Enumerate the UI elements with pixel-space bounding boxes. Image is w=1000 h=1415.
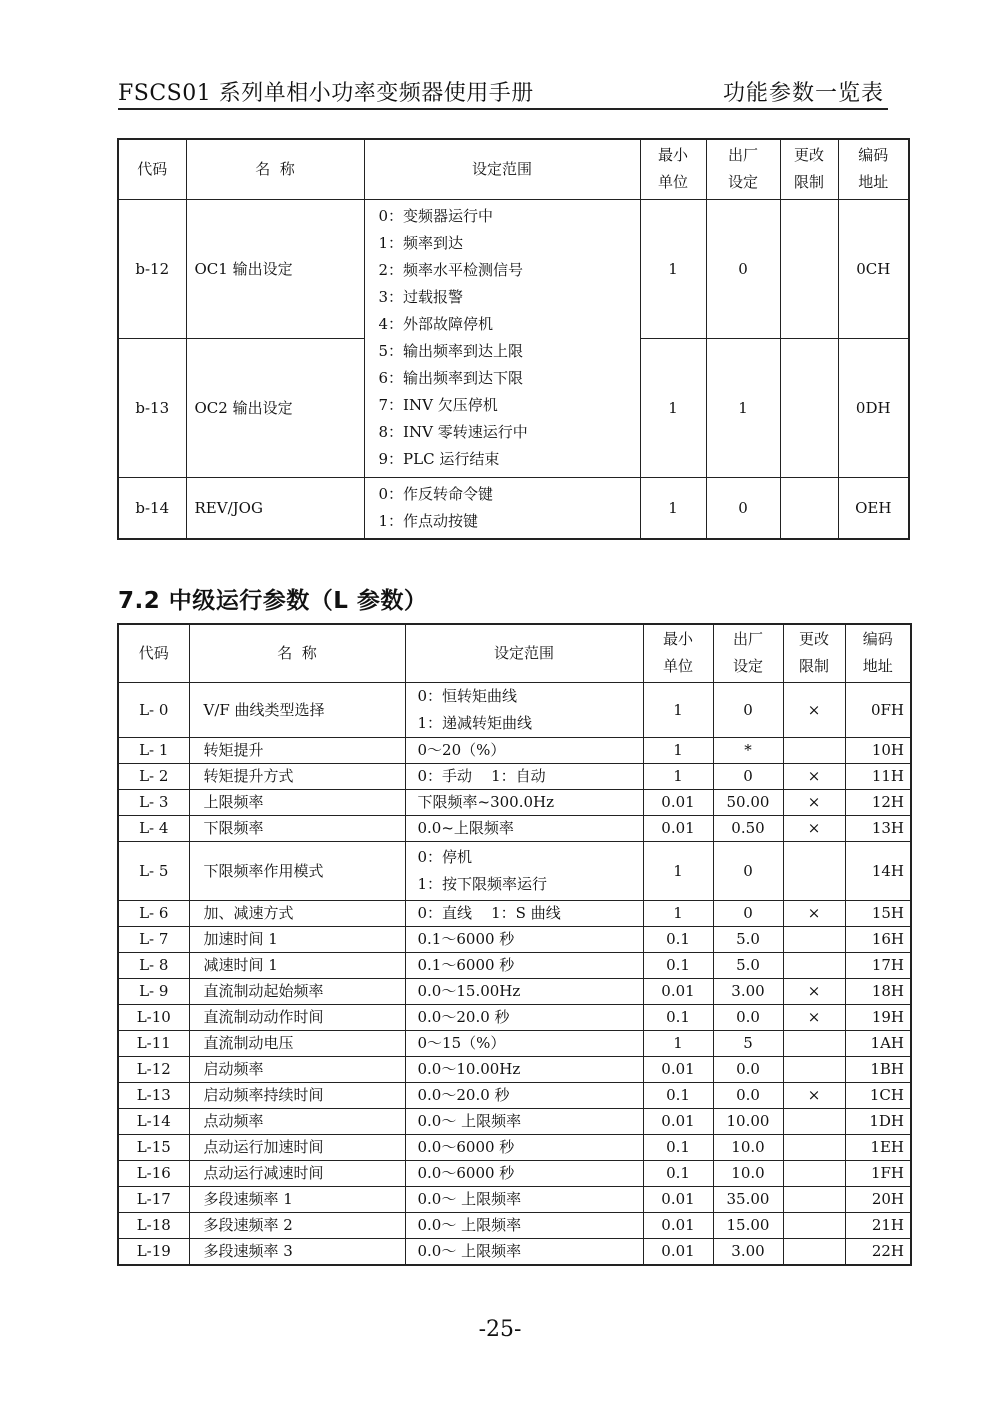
col-modify: 更改 限制 [780, 139, 838, 199]
param-range: 0.0～20.0 秒 [405, 1082, 643, 1108]
param-modify: × [783, 682, 845, 737]
param-code: L- 2 [118, 763, 189, 789]
table-row [118, 900, 911, 926]
param-unit: 1 [643, 763, 713, 789]
param-default: 0 [713, 763, 783, 789]
param-default: 50.00 [713, 789, 783, 815]
param-address: 19H [845, 1004, 911, 1030]
param-modify: × [783, 789, 845, 815]
param-modify [780, 199, 838, 338]
param-unit: 1 [643, 841, 713, 900]
table-header-row [118, 139, 909, 199]
col-modify: 更改 限制 [783, 624, 845, 682]
table-row [118, 1134, 911, 1160]
col-range: 设定范围 [405, 624, 643, 682]
param-code: L-16 [118, 1160, 189, 1186]
param-default: 0 [713, 682, 783, 737]
param-default: 5.0 [713, 926, 783, 952]
param-default: 10.0 [713, 1134, 783, 1160]
param-address: 12H [845, 789, 911, 815]
param-name: 减速时间 1 [189, 952, 405, 978]
param-address: 20H [845, 1186, 911, 1212]
param-address: 13H [845, 815, 911, 841]
param-modify [783, 841, 845, 900]
param-code: L- 8 [118, 952, 189, 978]
param-code: L- 4 [118, 815, 189, 841]
param-code: L-14 [118, 1108, 189, 1134]
param-modify [780, 338, 838, 477]
param-code: L- 9 [118, 978, 189, 1004]
range-option: 2：频率水平检测信号 [378, 261, 524, 279]
param-address: 17H [845, 952, 911, 978]
table-row [118, 1212, 911, 1238]
param-name: 多段速频率 3 [189, 1238, 405, 1265]
manual-title: FSCS01 系列单相小功率变频器使用手册 [118, 81, 534, 106]
param-default: 0 [706, 477, 780, 539]
param-default: 0.0 [713, 1082, 783, 1108]
param-range [364, 199, 640, 477]
param-unit: 0.01 [643, 1108, 713, 1134]
param-range: 0.0～20.0 秒 [405, 1004, 643, 1030]
param-modify: × [783, 1082, 845, 1108]
param-range: 0.0～10.00Hz [405, 1056, 643, 1082]
param-address: 11H [845, 763, 911, 789]
param-default: 3.00 [713, 978, 783, 1004]
param-range: 0.0～15.00Hz [405, 978, 643, 1004]
param-default: 1 [706, 338, 780, 477]
l-parameter-table [117, 623, 912, 1266]
table-row [118, 1186, 911, 1212]
col-default: 出厂 设定 [706, 139, 780, 199]
param-default: 0 [713, 841, 783, 900]
param-modify: × [783, 1004, 845, 1030]
param-code: L-19 [118, 1238, 189, 1265]
param-code: L- 7 [118, 926, 189, 952]
param-code: L- 5 [118, 841, 189, 900]
param-address: 1DH [845, 1108, 911, 1134]
param-range: 0.0～ 上限频率 [405, 1212, 643, 1238]
range-option: 0：作反转命令键 [378, 484, 494, 503]
param-default: 5.0 [713, 952, 783, 978]
param-modify [783, 1238, 845, 1265]
param-default: 0.50 [713, 815, 783, 841]
col-range: 设定范围 [364, 139, 640, 199]
param-address: 21H [845, 1212, 911, 1238]
param-code: L- 6 [118, 900, 189, 926]
param-unit: 0.01 [643, 978, 713, 1004]
param-unit: 1 [640, 199, 706, 338]
param-unit: 0.1 [643, 926, 713, 952]
param-unit: 1 [640, 338, 706, 477]
param-code: L- 0 [118, 682, 189, 737]
table-row [118, 682, 911, 737]
table-row [118, 1030, 911, 1056]
col-unit: 最小 单位 [640, 139, 706, 199]
param-range: 0：手动 1：自动 [405, 763, 643, 789]
param-name: OC2 输出设定 [186, 338, 364, 477]
param-code: L-17 [118, 1186, 189, 1212]
param-default: 0.0 [713, 1056, 783, 1082]
param-code: L- 1 [118, 737, 189, 763]
param-range: 0～20（%） [405, 737, 643, 763]
param-code: b-12 [118, 199, 186, 338]
param-range: 0.0～ 上限频率 [405, 1108, 643, 1134]
table-row [118, 763, 911, 789]
param-address: 1FH [845, 1160, 911, 1186]
param-name: 加、减速方式 [189, 900, 405, 926]
range-option: 1：频率到达 [378, 234, 464, 252]
table-row [118, 1238, 911, 1265]
param-range: 0.0～ 上限频率 [405, 1238, 643, 1265]
param-modify [783, 1030, 845, 1056]
param-address: 1EH [845, 1134, 911, 1160]
range-option: 7：INV 欠压停机 [378, 396, 498, 414]
param-address: 0CH [838, 199, 909, 338]
param-code: L-18 [118, 1212, 189, 1238]
param-unit: 1 [643, 682, 713, 737]
param-name: OC1 输出设定 [186, 199, 364, 338]
range-option: 4：外部故障停机 [378, 315, 494, 333]
table-row [118, 1082, 911, 1108]
col-address: 编码 地址 [845, 624, 911, 682]
param-address: 15H [845, 900, 911, 926]
param-modify: × [783, 815, 845, 841]
range-option: 1：按下限频率运行 [417, 874, 548, 893]
param-unit: 0.1 [643, 1134, 713, 1160]
table-header-row [118, 624, 911, 682]
table-row [118, 789, 911, 815]
param-unit: 1 [643, 1030, 713, 1056]
table-row [118, 952, 911, 978]
param-range: 0.1～6000 秒 [405, 952, 643, 978]
param-modify [783, 1108, 845, 1134]
range-option: 8：INV 零转速运行中 [378, 423, 528, 441]
page-header [118, 72, 888, 110]
param-address: 1AH [845, 1030, 911, 1056]
param-default: 3.00 [713, 1238, 783, 1265]
param-name: 下限频率作用模式 [189, 841, 405, 900]
param-address: 0DH [838, 338, 909, 477]
param-modify [783, 926, 845, 952]
table-row [118, 926, 911, 952]
param-code: L-10 [118, 1004, 189, 1030]
col-name: 名 称 [186, 139, 364, 199]
param-range: 0.0～6000 秒 [405, 1160, 643, 1186]
param-address: 18H [845, 978, 911, 1004]
param-address: 0FH [845, 682, 911, 737]
param-address: 22H [845, 1238, 911, 1265]
param-modify [783, 737, 845, 763]
param-name: 点动频率 [189, 1108, 405, 1134]
table-row [118, 978, 911, 1004]
param-range: 0.0～ 上限频率 [405, 1186, 643, 1212]
param-unit: 1 [643, 737, 713, 763]
param-code: L-13 [118, 1082, 189, 1108]
table-row [118, 815, 911, 841]
param-unit: 0.01 [643, 815, 713, 841]
param-modify: × [783, 900, 845, 926]
table-row [118, 1108, 911, 1134]
table-row [118, 841, 911, 900]
param-name: 直流制动动作时间 [189, 1004, 405, 1030]
param-name: REV/JOG [186, 477, 364, 539]
param-range: 0.0～6000 秒 [405, 1134, 643, 1160]
range-option: 1：递减转矩曲线 [417, 713, 533, 732]
param-default: 5 [713, 1030, 783, 1056]
param-range: 0.0~上限频率 [405, 815, 643, 841]
b-parameter-table [117, 138, 910, 540]
range-option: 6：输出频率到达下限 [378, 369, 524, 387]
param-name: 转矩提升 [189, 737, 405, 763]
range-option: 5：输出频率到达上限 [378, 342, 524, 360]
param-unit: 0.1 [643, 1160, 713, 1186]
param-name: 启动频率持续时间 [189, 1082, 405, 1108]
param-name: 直流制动起始频率 [189, 978, 405, 1004]
param-name: 转矩提升方式 [189, 763, 405, 789]
param-modify [783, 1134, 845, 1160]
param-range [364, 477, 640, 539]
param-modify: × [783, 978, 845, 1004]
param-name: 上限频率 [189, 789, 405, 815]
param-modify [783, 1186, 845, 1212]
range-option: 3：过载报警 [378, 288, 464, 306]
param-modify [780, 477, 838, 539]
param-default: 10.00 [713, 1108, 783, 1134]
param-name: 多段速频率 2 [189, 1212, 405, 1238]
param-name: 点动运行减速时间 [189, 1160, 405, 1186]
param-address: 1CH [845, 1082, 911, 1108]
param-default: 0 [713, 900, 783, 926]
param-modify [783, 1056, 845, 1082]
param-address: 10H [845, 737, 911, 763]
col-name: 名 称 [189, 624, 405, 682]
param-code: L- 3 [118, 789, 189, 815]
param-default: 15.00 [713, 1212, 783, 1238]
param-modify: × [783, 763, 845, 789]
table-row [118, 1160, 911, 1186]
param-unit: 0.01 [643, 1238, 713, 1265]
param-name: V/F 曲线类型选择 [189, 682, 405, 737]
param-name: 直流制动电压 [189, 1030, 405, 1056]
param-modify [783, 1160, 845, 1186]
param-name: 加速时间 1 [189, 926, 405, 952]
param-code: L-15 [118, 1134, 189, 1160]
col-default: 出厂 设定 [713, 624, 783, 682]
param-unit: 1 [643, 900, 713, 926]
param-default: 0.0 [713, 1004, 783, 1030]
param-range: 0：直线 1：S 曲线 [405, 900, 643, 926]
param-unit: 0.01 [643, 1056, 713, 1082]
table-row [118, 737, 911, 763]
param-code: L-12 [118, 1056, 189, 1082]
col-code: 代码 [118, 624, 189, 682]
param-unit: 0.1 [643, 1082, 713, 1108]
param-unit: 0.01 [643, 1186, 713, 1212]
param-range [405, 841, 643, 900]
param-address: 1BH [845, 1056, 911, 1082]
chapter-title: 功能参数一览表 [722, 81, 884, 106]
param-unit: 0.1 [643, 952, 713, 978]
range-option: 0：停机 [417, 847, 473, 866]
param-range: 0～15（%） [405, 1030, 643, 1056]
param-name: 启动频率 [189, 1056, 405, 1082]
table-row [118, 477, 909, 539]
param-code: b-13 [118, 338, 186, 477]
col-code: 代码 [118, 139, 186, 199]
param-range [405, 682, 643, 737]
param-address: OEH [838, 477, 909, 539]
param-unit: 0.1 [643, 1004, 713, 1030]
param-default: 35.00 [713, 1186, 783, 1212]
table-row [118, 199, 909, 338]
param-name: 下限频率 [189, 815, 405, 841]
param-address: 16H [845, 926, 911, 952]
range-option: 1：作点动按键 [378, 511, 479, 530]
param-modify [783, 952, 845, 978]
section-title: 7.2 中级运行参数（L 参数） [118, 588, 428, 614]
param-unit: 1 [640, 477, 706, 539]
param-unit: 0.01 [643, 789, 713, 815]
param-name: 点动运行加速时间 [189, 1134, 405, 1160]
param-unit: 0.01 [643, 1212, 713, 1238]
param-default: * [713, 737, 783, 763]
col-address: 编码 地址 [838, 139, 909, 199]
param-default: 0 [706, 199, 780, 338]
range-option: 0：恒转矩曲线 [417, 686, 518, 705]
param-range: 下限频率~300.0Hz [405, 789, 643, 815]
range-option: 9：PLC 运行结束 [378, 450, 500, 468]
table-row [118, 1004, 911, 1030]
param-modify [783, 1212, 845, 1238]
param-name: 多段速频率 1 [189, 1186, 405, 1212]
param-range: 0.1～6000 秒 [405, 926, 643, 952]
range-option: 0：变频器运行中 [378, 207, 494, 225]
param-code: L-11 [118, 1030, 189, 1056]
param-code: b-14 [118, 477, 186, 539]
param-address: 14H [845, 841, 911, 900]
table-row [118, 1056, 911, 1082]
page-number: -25- [478, 1317, 522, 1342]
col-unit: 最小 单位 [643, 624, 713, 682]
param-default: 10.0 [713, 1160, 783, 1186]
